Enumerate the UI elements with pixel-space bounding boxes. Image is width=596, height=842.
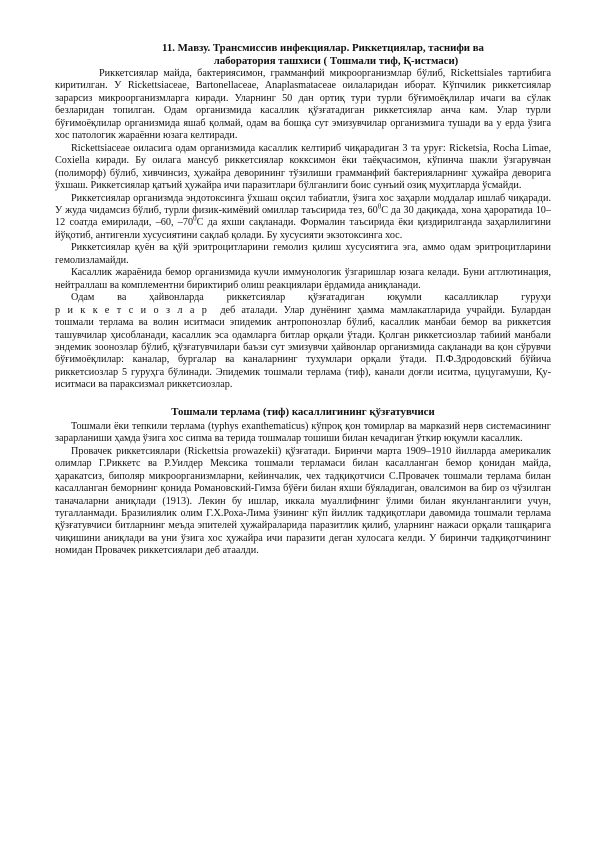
paragraph-5: Касаллик жараёнида бемор организмида кучли иммунологик ўзгаришлар юзага келади. Буни агглютинация, нейтраллаш ва комплементни бириктириб олиш реакциялари ёрдамида аниқланади.	[55, 267, 551, 291]
paragraph-3-part-b: С да 30 дақиқада, хона ҳароратида 10–12 соатда емирилади, –60, –70	[55, 204, 551, 229]
paragraph-2: Rickettsiaceae оиласига одам организмида касаллик келтириб чиқарадиган 3 та уруғ: Ricketsia, Rocha Limae, Coxiella киради. Бу оилага мансуб риккетсиялар кокксимон ёки таёқчасимон, кўпинча шакли ўзгарувчан (полиморф) бўлиб, хивчинсиз, ҳужайра деворининг тўзилиши грамманфий бактерияларнинг ҳужайра деворига ўхшаш. Риккетсиялар қатъий ҳужайра ичи паразитлари бўлганлиги боис сунъий озиқ муҳитларда ўсмайди.	[55, 142, 551, 192]
degree-superscript-1: 0	[377, 202, 382, 211]
section-title: Тошмали терлама (тиф) касаллигининг қўзғатувчиси	[171, 405, 435, 418]
degree-superscript-2: 0	[193, 215, 197, 224]
title-line-1: 11. Мавзу. Трансмиссив инфекциялар. Риккетциялар, таснифи ва	[162, 42, 484, 54]
paragraph-3-part-c: С да яхши сақланади. Формалин таъсирида ёки қиздирилганда заҳарлилигини йўқотиб, антигенли хусусиятини сақлаб қолади. Бу хусусияти экзотоксинга хос.	[55, 217, 551, 241]
paragraph-3-part-a: Риккетсиялар организмда эндотоксинга ўхшаш оқсил табиатли, ўзига хос заҳарли моддалар ишлаб чиқаради. У жуда чидамсиз бўлиб, турли физик-кимёвий омиллар таъсирида тез, 60	[55, 192, 551, 216]
paragraph-7: Тошмали ёки тепкили терлама (typhys exanthematicus) кўпроқ қон томирлар ва марказий нерв системасининг зарарланиши ҳамда ўзига хос сипма ва терида тошмалар тошиши билан кечадиган ўткир юқумли касаллик.	[55, 420, 551, 445]
paragraph-4: Риккетсиялар қуён ва қўй эритроцитларини гемолиз қилиш хусусиятига эга, аммо одам эритроцитларини гемолизламайди.	[55, 242, 551, 266]
paragraph-6	[55, 292, 551, 392]
paragraph-6-part-a: Одам ва ҳайвонларда риккетсиялар қўзғатадиган юқумли касалликлар гуруҳи	[71, 292, 551, 304]
title-line-2: лаборатория ташхиси ( Тошмали тиф, Қ-истмаси)	[213, 55, 459, 67]
paragraph-3	[55, 193, 551, 243]
paragraph-8: Провачек риккетсиялари (Rickettsia prowazekii) қўзғатади. Биринчи марта 1909–1910 йилларда америкалик олимлар Г.Риккетс ва Р.Уилдер Мексика тошмали терламаси билан касалланган бемор қонидан майда, ҳаракатсиз, биполяр микроорганизмларни, кейинчалик, чех тадқиқотчиси С.Провачек тошмали терлама билан касалланган беморнинг қонида Романовский-Гимза бўёғи билан яхши бўяладиган, овалсимон ва бир оз чўзилган таначаларни аниқлади (1913). Лекин бу ишлар, иккала муаллифнинг ўлими билан якунланганлиги учун, тугалланмади. Бразилиялик олим Г.Х.Роха-Лима ўзининг кўп йиллик тадқиқотлари давомида тошмали терлама қўзғатувчиси битларнинг меъда эпителей ҳужайраларида паразитлик қилиб, уларнинг нажаси орқали ташқарига чиқишини аниқлади ва уни ўзига хос ҳужайра ичи паразити деган хулосага келди. У биринчи тадқиқотчининг номидан Провачек риккетсиялари деб атаалди.	[55, 445, 551, 557]
paragraph-1: Риккетсиялар майда, бактериясимон, грамманфий микроорганизмлар бўлиб, Rickettsiales тартибига киритилган. У Rickettsiaceae, Bartonellaceae, Anaplasmataceae оилаларидан иборат. Кўпчилик риккетсиялар зарарсиз микроорганизмларга киради. Уларнинг 50 дан ортиқ тури турли бўғимоёқлилар ичаги ва сўлак безларидан топилган. Одам организмида касаллик қўзғатадиган риккетсиялар анча кам. Улар турли бўғимоёқлилар организмида яшаб қолмай, одам ва бошқа сут эмизувчилар организмига тушади ва у ерда ўзига хос патологик жараённи юзага келтиради.	[55, 68, 551, 142]
document-title	[55, 42, 551, 68]
paragraph-6-part-b: деб аталади. Улар дунёнинг ҳамма мамлакатларида учрайди. Булардан тошмали терлама ва волин иситмаси эпидемик антропонозлар бўлиб, касаллик манбаи бемор ва риккетсия ташувчилар ҳисобланади, касаллик эса одамларга битлар орқали ўтади. Қолган риккетсиозлар табиий манбали эндемик зоонозлар бўлиб, қўзғатувчилари баъзи сут эмизувчи ҳайвонлар организмида сақланади ва қон сўрувчи бўғимоёқлилар: каналар, бургалар ва каналарнинг тухумлари орқали ўтади. П.Ф.Здродовский бўйича риккетсиозлар 5 гуруҳга бўлинади. Эпидемик тошмали терлама (тиф), канали доғли иситма, цуцугамуши, Қу-иситмаси ва параксизмал риккетсиозлар.	[55, 304, 551, 391]
spaced-term-rickettsioses: риккетсиозлар	[55, 304, 215, 316]
document-page	[55, 42, 551, 558]
